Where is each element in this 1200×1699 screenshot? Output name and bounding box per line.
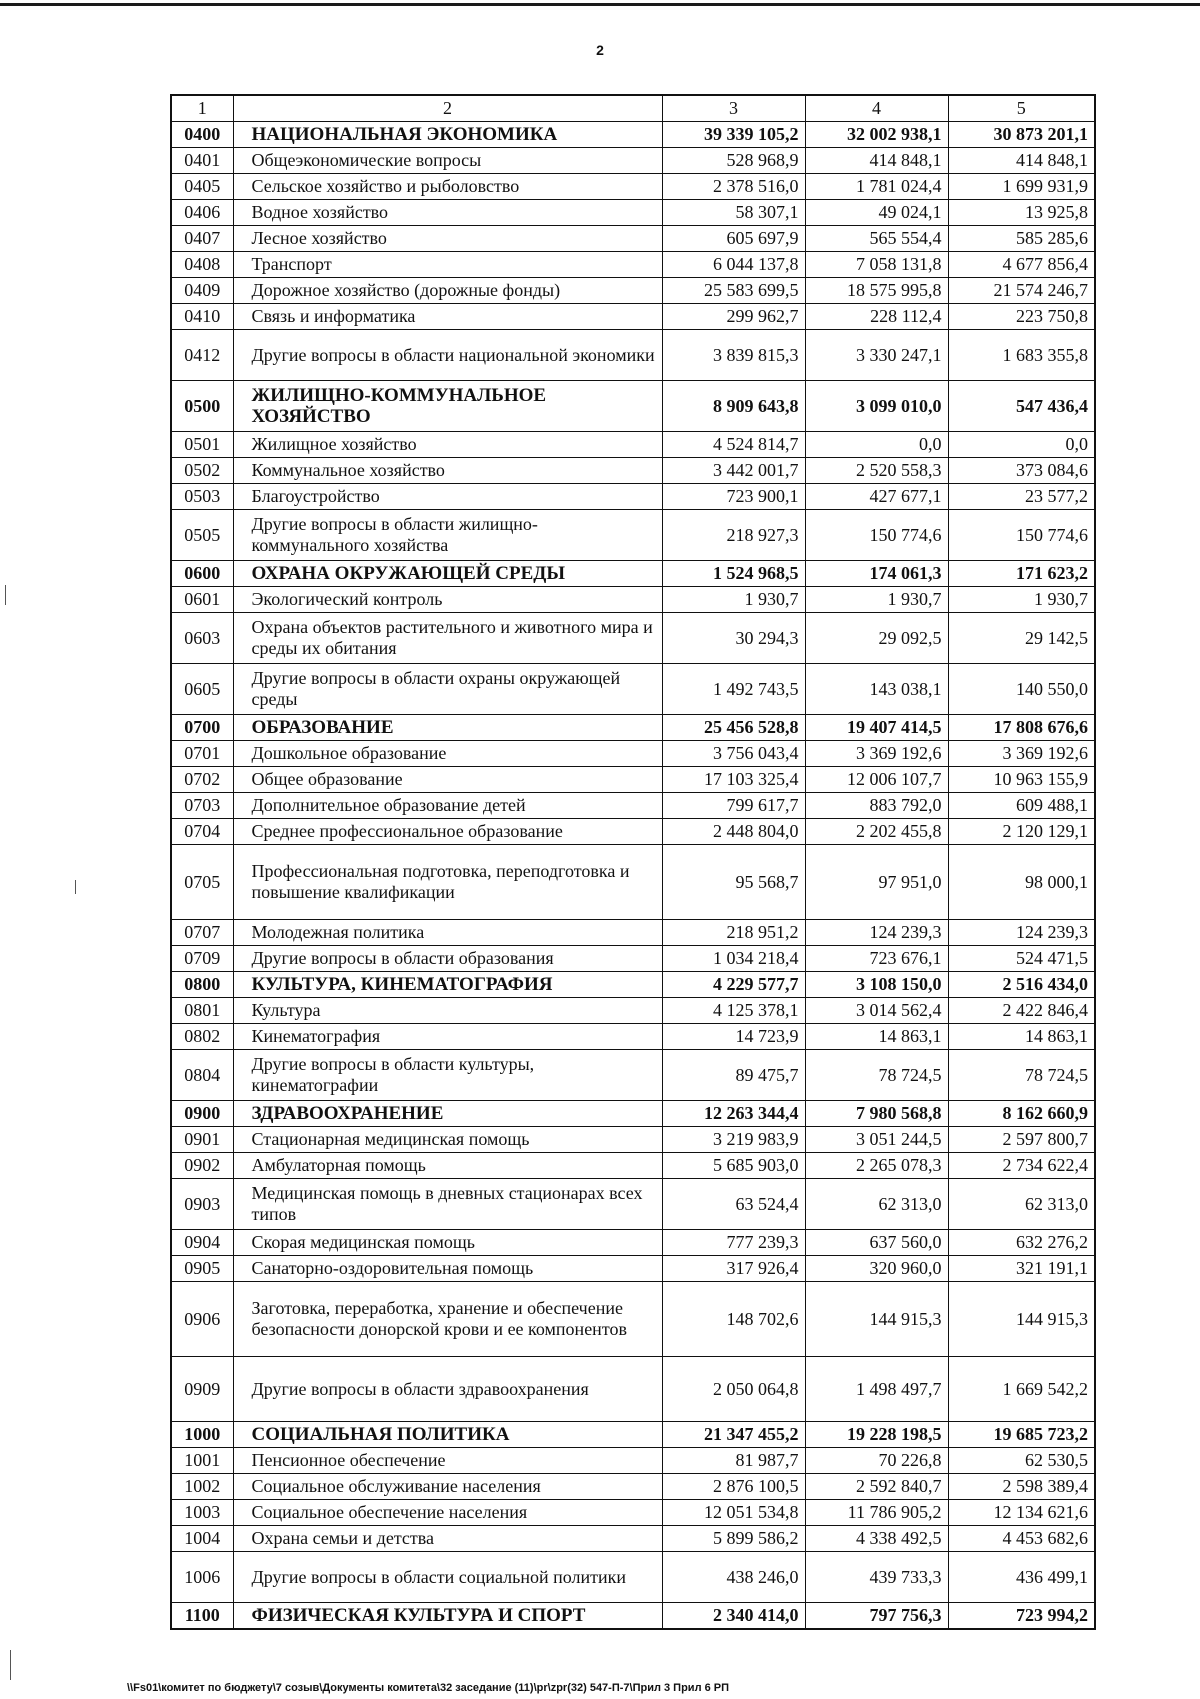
- table-row: [171, 458, 1095, 484]
- row-name: Социальное обеспечение населения: [233, 1500, 662, 1526]
- row-value-col3: 5 899 586,2: [662, 1526, 805, 1552]
- table-section-row: [171, 715, 1095, 741]
- row-code: 0703: [171, 793, 233, 819]
- row-value-col3: 438 246,0: [662, 1552, 805, 1603]
- row-value-col4: 62 313,0: [805, 1179, 948, 1230]
- row-value-col4: 18 575 995,8: [805, 278, 948, 304]
- row-value-col5: 78 724,5: [948, 1050, 1095, 1101]
- row-code: 0800: [171, 972, 233, 998]
- row-value-col5: 150 774,6: [948, 510, 1095, 561]
- row-name: Амбулаторная помощь: [233, 1153, 662, 1179]
- row-name: Молодежная политика: [233, 920, 662, 946]
- table-row: [171, 1500, 1095, 1526]
- row-value-col5: 12 134 621,6: [948, 1500, 1095, 1526]
- row-code: 0902: [171, 1153, 233, 1179]
- row-value-col4: 637 560,0: [805, 1230, 948, 1256]
- table-row: [171, 510, 1095, 561]
- row-value-col5: 171 623,2: [948, 561, 1095, 587]
- table-row: [171, 613, 1095, 664]
- row-name: Общее образование: [233, 767, 662, 793]
- row-value-col5: 144 915,3: [948, 1282, 1095, 1357]
- row-code: 0600: [171, 561, 233, 587]
- row-value-col5: 723 994,2: [948, 1603, 1095, 1630]
- row-name: Жилищное хозяйство: [233, 432, 662, 458]
- table-row: [171, 304, 1095, 330]
- row-name: Водное хозяйство: [233, 200, 662, 226]
- row-code: 0705: [171, 845, 233, 920]
- row-code: 0906: [171, 1282, 233, 1357]
- row-value-col3: 218 951,2: [662, 920, 805, 946]
- row-name: Профессиональная подготовка, переподготовка и повышение квалификации: [233, 845, 662, 920]
- row-value-col4: 49 024,1: [805, 200, 948, 226]
- table-row: [171, 1282, 1095, 1357]
- row-value-col4: 2 202 455,8: [805, 819, 948, 845]
- row-value-col5: 632 276,2: [948, 1230, 1095, 1256]
- table-row: [171, 174, 1095, 200]
- row-code: 0903: [171, 1179, 233, 1230]
- table-row: [171, 741, 1095, 767]
- row-value-col3: 39 339 105,2: [662, 122, 805, 148]
- row-name: Культура: [233, 998, 662, 1024]
- row-value-col4: 2 592 840,7: [805, 1474, 948, 1500]
- row-value-col3: 1 034 218,4: [662, 946, 805, 972]
- row-value-col3: 3 756 043,4: [662, 741, 805, 767]
- row-name: ЖИЛИЩНО-КОММУНАЛЬНОЕ ХОЗЯЙСТВО: [233, 381, 662, 432]
- table-section-row: [171, 381, 1095, 432]
- row-code: 1006: [171, 1552, 233, 1603]
- row-name: Охрана объектов растительного и животного мира и среды их обитания: [233, 613, 662, 664]
- row-value-col5: 8 162 660,9: [948, 1101, 1095, 1127]
- budget-table: [170, 94, 1096, 1630]
- row-value-col4: 78 724,5: [805, 1050, 948, 1101]
- row-value-col3: 2 378 516,0: [662, 174, 805, 200]
- row-value-col4: 19 228 198,5: [805, 1422, 948, 1448]
- row-value-col4: 3 369 192,6: [805, 741, 948, 767]
- row-code: 0502: [171, 458, 233, 484]
- row-value-col4: 565 554,4: [805, 226, 948, 252]
- row-value-col3: 25 456 528,8: [662, 715, 805, 741]
- row-value-col5: 2 422 846,4: [948, 998, 1095, 1024]
- row-value-col3: 299 962,7: [662, 304, 805, 330]
- row-value-col4: 883 792,0: [805, 793, 948, 819]
- row-value-col4: 427 677,1: [805, 484, 948, 510]
- row-value-col4: 29 092,5: [805, 613, 948, 664]
- table-row: [171, 1552, 1095, 1603]
- table-row: [171, 484, 1095, 510]
- row-value-col5: 547 436,4: [948, 381, 1095, 432]
- row-name: Благоустройство: [233, 484, 662, 510]
- row-value-col5: 524 471,5: [948, 946, 1095, 972]
- row-value-col3: 3 839 815,3: [662, 330, 805, 381]
- row-code: 1003: [171, 1500, 233, 1526]
- row-code: 0412: [171, 330, 233, 381]
- table-section-row: [171, 1101, 1095, 1127]
- row-value-col5: 1 699 931,9: [948, 174, 1095, 200]
- row-value-col5: 140 550,0: [948, 664, 1095, 715]
- row-value-col5: 585 285,6: [948, 226, 1095, 252]
- row-code: 0603: [171, 613, 233, 664]
- row-value-col4: 14 863,1: [805, 1024, 948, 1050]
- row-name: Санаторно-оздоровительная помощь: [233, 1256, 662, 1282]
- row-name: Дорожное хозяйство (дорожные фонды): [233, 278, 662, 304]
- row-code: 0900: [171, 1101, 233, 1127]
- row-name: НАЦИОНАЛЬНАЯ ЭКОНОМИКА: [233, 122, 662, 148]
- row-value-col4: 228 112,4: [805, 304, 948, 330]
- table-row: [171, 1153, 1095, 1179]
- row-value-col4: 414 848,1: [805, 148, 948, 174]
- footer-file-path: \\Fs01\комитет по бюджету\7 созыв\Документы комитета\32 заседание (11)\pr\zpr(32) 547-П-7\Прил 3 Прил 6 РП: [127, 1682, 730, 1694]
- table-row: [171, 200, 1095, 226]
- row-value-col5: 1 930,7: [948, 587, 1095, 613]
- row-value-col4: 1 930,7: [805, 587, 948, 613]
- table-header-row: [171, 95, 1095, 122]
- row-value-col5: 4 677 856,4: [948, 252, 1095, 278]
- row-name: Экологический контроль: [233, 587, 662, 613]
- row-value-col4: 0,0: [805, 432, 948, 458]
- row-value-col3: 5 685 903,0: [662, 1153, 805, 1179]
- row-value-col3: 528 968,9: [662, 148, 805, 174]
- row-value-col3: 6 044 137,8: [662, 252, 805, 278]
- row-value-col5: 436 499,1: [948, 1552, 1095, 1603]
- row-value-col3: 4 125 378,1: [662, 998, 805, 1024]
- row-value-col4: 12 006 107,7: [805, 767, 948, 793]
- table-row: [171, 330, 1095, 381]
- row-value-col4: 3 108 150,0: [805, 972, 948, 998]
- row-code: 0802: [171, 1024, 233, 1050]
- row-value-col4: 723 676,1: [805, 946, 948, 972]
- row-name: Стационарная медицинская помощь: [233, 1127, 662, 1153]
- row-code: 0410: [171, 304, 233, 330]
- row-name: Другие вопросы в области социальной политики: [233, 1552, 662, 1603]
- row-value-col3: 2 340 414,0: [662, 1603, 805, 1630]
- row-code: 1001: [171, 1448, 233, 1474]
- row-value-col5: 21 574 246,7: [948, 278, 1095, 304]
- row-code: 1004: [171, 1526, 233, 1552]
- row-value-col4: 143 038,1: [805, 664, 948, 715]
- row-code: 0406: [171, 200, 233, 226]
- column-header-3: 3: [662, 95, 805, 122]
- table-row: [171, 1357, 1095, 1422]
- row-value-col3: 317 926,4: [662, 1256, 805, 1282]
- row-value-col3: 799 617,7: [662, 793, 805, 819]
- table-section-row: [171, 122, 1095, 148]
- row-code: 0701: [171, 741, 233, 767]
- row-value-col4: 3 014 562,4: [805, 998, 948, 1024]
- row-value-col5: 10 963 155,9: [948, 767, 1095, 793]
- row-value-col3: 58 307,1: [662, 200, 805, 226]
- row-name: ОХРАНА ОКРУЖАЮЩЕЙ СРЕДЫ: [233, 561, 662, 587]
- row-name: Лесное хозяйство: [233, 226, 662, 252]
- table-row: [171, 252, 1095, 278]
- table-row: [171, 1474, 1095, 1500]
- row-name: Дополнительное образование детей: [233, 793, 662, 819]
- row-value-col5: 2 516 434,0: [948, 972, 1095, 998]
- scan-mark-bottom: [10, 1650, 11, 1680]
- table-row: [171, 793, 1095, 819]
- row-value-col3: 25 583 699,5: [662, 278, 805, 304]
- row-name: Другие вопросы в области охраны окружающей среды: [233, 664, 662, 715]
- row-value-col5: 2 598 389,4: [948, 1474, 1095, 1500]
- row-value-col5: 14 863,1: [948, 1024, 1095, 1050]
- row-value-col4: 150 774,6: [805, 510, 948, 561]
- row-value-col5: 1 683 355,8: [948, 330, 1095, 381]
- row-code: 0707: [171, 920, 233, 946]
- row-value-col5: 98 000,1: [948, 845, 1095, 920]
- top-rule: [0, 3, 1200, 6]
- row-value-col5: 373 084,6: [948, 458, 1095, 484]
- table-row: [171, 1179, 1095, 1230]
- row-name: Сельское хозяйство и рыболовство: [233, 174, 662, 200]
- budget-table-body: [171, 95, 1095, 1629]
- row-value-col5: 19 685 723,2: [948, 1422, 1095, 1448]
- row-value-col4: 2 265 078,3: [805, 1153, 948, 1179]
- row-name: Общеэкономические вопросы: [233, 148, 662, 174]
- row-value-col5: 1 669 542,2: [948, 1357, 1095, 1422]
- row-value-col5: 321 191,1: [948, 1256, 1095, 1282]
- row-code: 0905: [171, 1256, 233, 1282]
- row-value-col5: 30 873 201,1: [948, 122, 1095, 148]
- row-value-col4: 320 960,0: [805, 1256, 948, 1282]
- table-row: [171, 1024, 1095, 1050]
- row-name: ЗДРАВООХРАНЕНИЕ: [233, 1101, 662, 1127]
- row-value-col5: 124 239,3: [948, 920, 1095, 946]
- row-value-col4: 32 002 938,1: [805, 122, 948, 148]
- row-value-col4: 124 239,3: [805, 920, 948, 946]
- scan-mark-left-lower: [75, 880, 76, 894]
- row-value-col4: 3 099 010,0: [805, 381, 948, 432]
- row-value-col3: 148 702,6: [662, 1282, 805, 1357]
- row-value-col5: 29 142,5: [948, 613, 1095, 664]
- row-value-col4: 2 520 558,3: [805, 458, 948, 484]
- row-value-col3: 218 927,3: [662, 510, 805, 561]
- row-value-col4: 439 733,3: [805, 1552, 948, 1603]
- table-row: [171, 664, 1095, 715]
- row-code: 0400: [171, 122, 233, 148]
- row-value-col3: 1 524 968,5: [662, 561, 805, 587]
- row-value-col3: 2 448 804,0: [662, 819, 805, 845]
- row-name: Другие вопросы в области здравоохранения: [233, 1357, 662, 1422]
- table-row: [171, 998, 1095, 1024]
- table-row: [171, 1448, 1095, 1474]
- table-row: [171, 1050, 1095, 1101]
- table-section-row: [171, 1422, 1095, 1448]
- column-header-5: 5: [948, 95, 1095, 122]
- row-code: 0503: [171, 484, 233, 510]
- row-name: Другие вопросы в области жилищно-коммунального хозяйства: [233, 510, 662, 561]
- row-value-col3: 95 568,7: [662, 845, 805, 920]
- row-value-col4: 97 951,0: [805, 845, 948, 920]
- row-value-col5: 0,0: [948, 432, 1095, 458]
- row-value-col5: 23 577,2: [948, 484, 1095, 510]
- row-name: Кинематография: [233, 1024, 662, 1050]
- table-row: [171, 278, 1095, 304]
- row-name: ОБРАЗОВАНИЕ: [233, 715, 662, 741]
- row-name: Дошкольное образование: [233, 741, 662, 767]
- row-value-col3: 605 697,9: [662, 226, 805, 252]
- row-code: 0804: [171, 1050, 233, 1101]
- row-value-col3: 12 263 344,4: [662, 1101, 805, 1127]
- row-name: Пенсионное обеспечение: [233, 1448, 662, 1474]
- row-code: 0505: [171, 510, 233, 561]
- row-code: 0904: [171, 1230, 233, 1256]
- table-row: [171, 920, 1095, 946]
- row-value-col5: 223 750,8: [948, 304, 1095, 330]
- row-value-col3: 89 475,7: [662, 1050, 805, 1101]
- row-name: КУЛЬТУРА, КИНЕМАТОГРАФИЯ: [233, 972, 662, 998]
- row-value-col5: 609 488,1: [948, 793, 1095, 819]
- row-value-col3: 12 051 534,8: [662, 1500, 805, 1526]
- row-value-col3: 2 876 100,5: [662, 1474, 805, 1500]
- row-code: 0709: [171, 946, 233, 972]
- row-value-col3: 1 492 743,5: [662, 664, 805, 715]
- row-value-col4: 19 407 414,5: [805, 715, 948, 741]
- row-value-col3: 14 723,9: [662, 1024, 805, 1050]
- row-value-col3: 723 900,1: [662, 484, 805, 510]
- table-row: [171, 767, 1095, 793]
- table-row: [171, 1256, 1095, 1282]
- row-code: 0801: [171, 998, 233, 1024]
- table-section-row: [171, 1603, 1095, 1630]
- table-row: [171, 148, 1095, 174]
- row-code: 0408: [171, 252, 233, 278]
- row-value-col5: 13 925,8: [948, 200, 1095, 226]
- row-value-col4: 4 338 492,5: [805, 1526, 948, 1552]
- row-name: Охрана семьи и детства: [233, 1526, 662, 1552]
- row-value-col4: 797 756,3: [805, 1603, 948, 1630]
- row-value-col5: 4 453 682,6: [948, 1526, 1095, 1552]
- row-value-col3: 63 524,4: [662, 1179, 805, 1230]
- row-value-col3: 3 442 001,7: [662, 458, 805, 484]
- row-code: 0901: [171, 1127, 233, 1153]
- row-name: Связь и информатика: [233, 304, 662, 330]
- table-section-row: [171, 561, 1095, 587]
- row-name: Транспорт: [233, 252, 662, 278]
- row-name: Коммунальное хозяйство: [233, 458, 662, 484]
- row-value-col4: 70 226,8: [805, 1448, 948, 1474]
- row-name: Среднее профессиональное образование: [233, 819, 662, 845]
- row-value-col3: 1 930,7: [662, 587, 805, 613]
- page-number: 2: [596, 42, 604, 58]
- column-header-4: 4: [805, 95, 948, 122]
- table-row: [171, 819, 1095, 845]
- row-value-col3: 2 050 064,8: [662, 1357, 805, 1422]
- row-value-col5: 414 848,1: [948, 148, 1095, 174]
- row-value-col4: 1 781 024,4: [805, 174, 948, 200]
- row-code: 0702: [171, 767, 233, 793]
- row-value-col3: 3 219 983,9: [662, 1127, 805, 1153]
- row-code: 0401: [171, 148, 233, 174]
- row-value-col5: 3 369 192,6: [948, 741, 1095, 767]
- scan-mark-left: [5, 585, 6, 605]
- column-header-2: 2: [233, 95, 662, 122]
- row-value-col4: 11 786 905,2: [805, 1500, 948, 1526]
- table-row: [171, 946, 1095, 972]
- row-code: 0601: [171, 587, 233, 613]
- row-value-col5: 2 597 800,7: [948, 1127, 1095, 1153]
- row-name: Другие вопросы в области образования: [233, 946, 662, 972]
- row-value-col3: 30 294,3: [662, 613, 805, 664]
- row-code: 0500: [171, 381, 233, 432]
- row-name: Скорая медицинская помощь: [233, 1230, 662, 1256]
- row-code: 0909: [171, 1357, 233, 1422]
- row-value-col4: 7 058 131,8: [805, 252, 948, 278]
- table-row: [171, 1127, 1095, 1153]
- row-name: Другие вопросы в области культуры, кинематографии: [233, 1050, 662, 1101]
- row-value-col4: 7 980 568,8: [805, 1101, 948, 1127]
- column-header-1: 1: [171, 95, 233, 122]
- row-value-col5: 62 313,0: [948, 1179, 1095, 1230]
- row-code: 0407: [171, 226, 233, 252]
- row-value-col3: 17 103 325,4: [662, 767, 805, 793]
- row-value-col3: 4 229 577,7: [662, 972, 805, 998]
- table-row: [171, 432, 1095, 458]
- row-value-col4: 144 915,3: [805, 1282, 948, 1357]
- row-name: Социальное обслуживание населения: [233, 1474, 662, 1500]
- row-name: Медицинская помощь в дневных стационарах всех типов: [233, 1179, 662, 1230]
- table-section-row: [171, 972, 1095, 998]
- row-value-col5: 2 734 622,4: [948, 1153, 1095, 1179]
- row-code: 0405: [171, 174, 233, 200]
- row-code: 1002: [171, 1474, 233, 1500]
- table-row: [171, 226, 1095, 252]
- row-code: 1000: [171, 1422, 233, 1448]
- row-code: 0605: [171, 664, 233, 715]
- table-row: [171, 1526, 1095, 1552]
- row-code: 0700: [171, 715, 233, 741]
- row-value-col5: 17 808 676,6: [948, 715, 1095, 741]
- row-value-col3: 777 239,3: [662, 1230, 805, 1256]
- row-code: 0501: [171, 432, 233, 458]
- row-value-col4: 1 498 497,7: [805, 1357, 948, 1422]
- row-code: 1100: [171, 1603, 233, 1630]
- row-code: 0704: [171, 819, 233, 845]
- row-name: Заготовка, переработка, хранение и обеспечение безопасности донорской крови и ее компонентов: [233, 1282, 662, 1357]
- row-name: Другие вопросы в области национальной экономики: [233, 330, 662, 381]
- row-value-col4: 3 051 244,5: [805, 1127, 948, 1153]
- row-value-col4: 174 061,3: [805, 561, 948, 587]
- row-value-col3: 4 524 814,7: [662, 432, 805, 458]
- row-value-col5: 62 530,5: [948, 1448, 1095, 1474]
- table-row: [171, 587, 1095, 613]
- row-value-col3: 81 987,7: [662, 1448, 805, 1474]
- row-value-col3: 21 347 455,2: [662, 1422, 805, 1448]
- table-row: [171, 845, 1095, 920]
- row-value-col5: 2 120 129,1: [948, 819, 1095, 845]
- row-value-col3: 8 909 643,8: [662, 381, 805, 432]
- row-name: ФИЗИЧЕСКАЯ КУЛЬТУРА И СПОРТ: [233, 1603, 662, 1630]
- table-row: [171, 1230, 1095, 1256]
- row-name: СОЦИАЛЬНАЯ ПОЛИТИКА: [233, 1422, 662, 1448]
- row-code: 0409: [171, 278, 233, 304]
- row-value-col4: 3 330 247,1: [805, 330, 948, 381]
